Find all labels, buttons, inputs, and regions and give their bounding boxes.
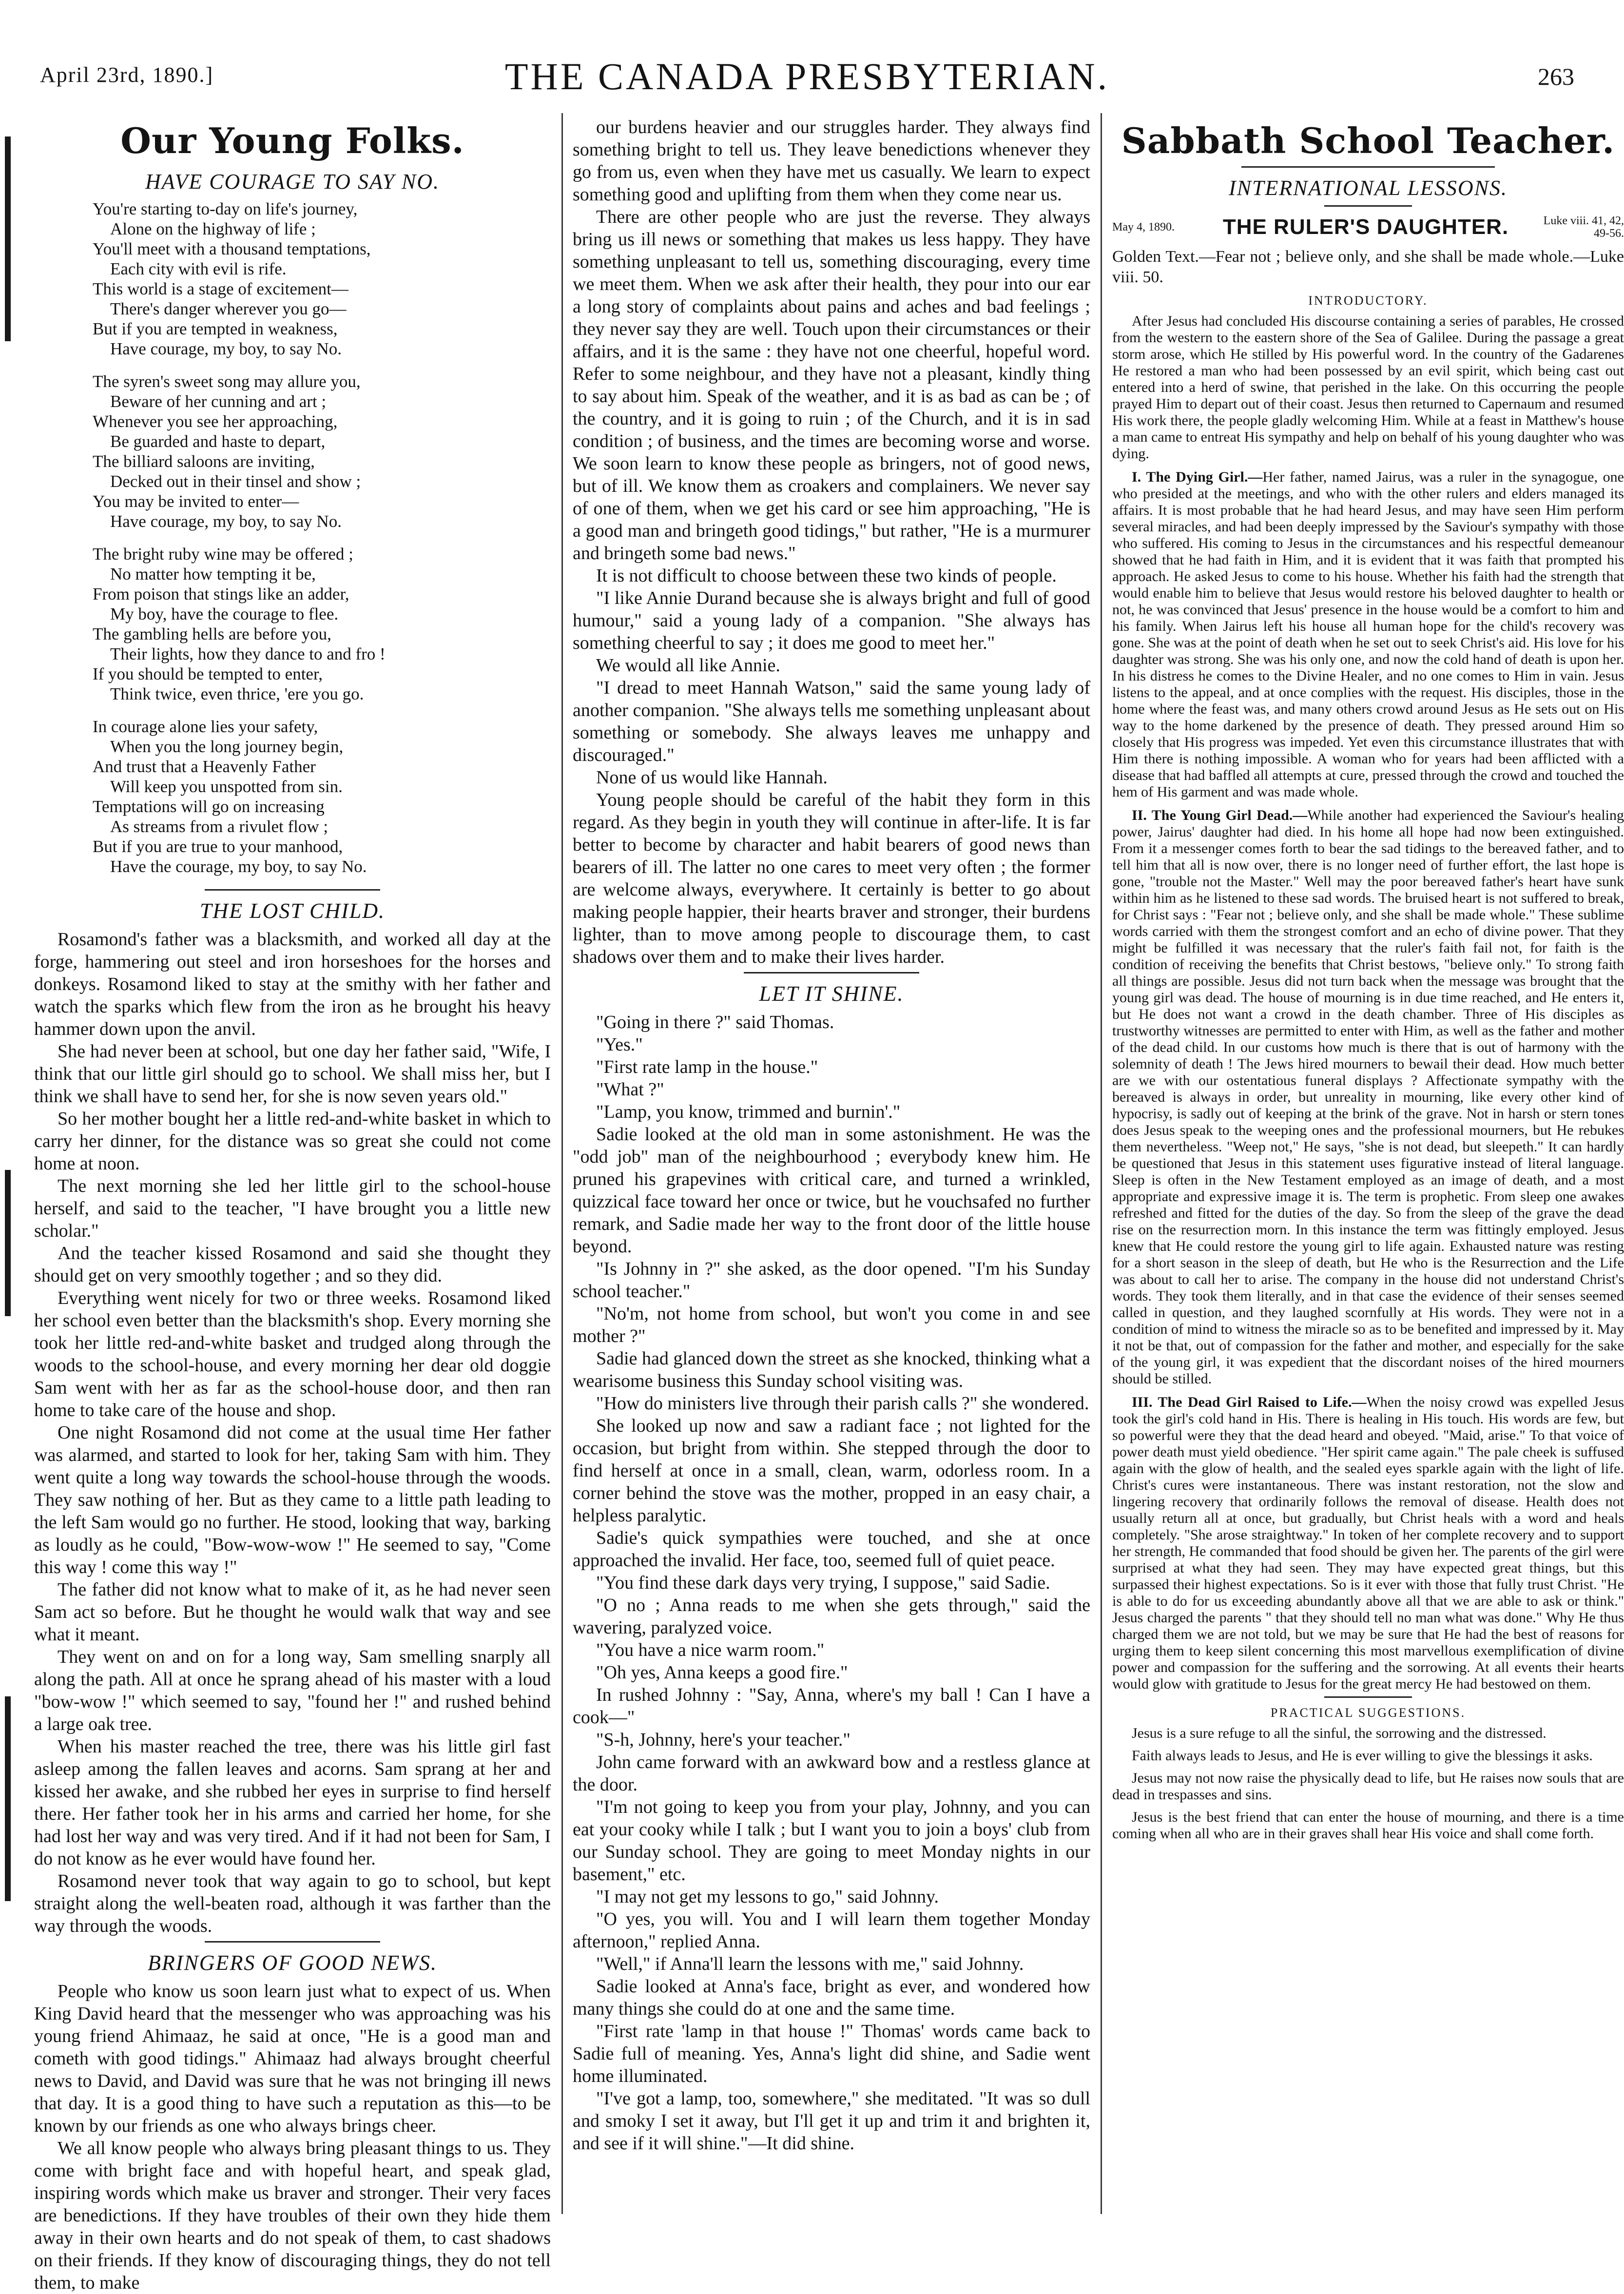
poem-line: No matter how tempting it be, bbox=[110, 564, 316, 583]
poem-line: Have the courage, my boy, to say No. bbox=[110, 857, 367, 876]
lesson-sections bbox=[1112, 469, 1624, 1692]
poem-line: But if you are tempted in weakness, bbox=[93, 319, 338, 338]
paragraph: Rosamond's father was a blacksmith, and worked all day at the forge, hammering out steel and iron horseshoes for the horses and donkeys. Rosamond liked to stay at the smithy with her father and watch the sparks which flew from the iron as he brought his heavy hammer down upon the anvil. bbox=[34, 929, 551, 1039]
story-title-let-it-shine: LET IT SHINE. bbox=[759, 982, 904, 1006]
paragraph: Jesus is a sure refuge to all the sinful, the sorrowing and the distressed. bbox=[1132, 1725, 1547, 1741]
paragraph: "Oh yes, Anna keeps a good fire." bbox=[596, 1662, 848, 1683]
poem-stanza bbox=[93, 717, 551, 876]
paragraph: Sadie looked at the old man in some astonishment. He was the "odd job" man of the neighbourhood ; everybody knew him. He pruned his grapevines with critical care, and turned a wrinkled, quizzical face toward her once or twice, but he vouchsafed no further remark, and Sadie made her way to the front door of the little house beyond. bbox=[573, 1124, 1090, 1257]
paragraph: None of us would like Hannah. bbox=[596, 767, 828, 788]
paragraph: And the teacher kissed Rosamond and said she thought they should get on very smoothly together ; and so they did. bbox=[34, 1243, 551, 1286]
paragraph: "What ?" bbox=[596, 1079, 664, 1100]
paragraph: When his master reached the tree, there was his little girl fast asleep among the fallen leaves and acorns. Sam sprang at her and kissed her awake, and she rubbed her eyes in surprise to find herself there. Her father took her in his arms and carried her home, for she had lost her way and was very tired. And if it had not been for Sam, I do not know as he ever would have found her. bbox=[34, 1736, 551, 1869]
column-our-young-folks bbox=[34, 116, 551, 2293]
lesson-reference: Luke viii. 41, 42, 49-56. bbox=[1543, 214, 1624, 240]
poem-stanza bbox=[93, 199, 551, 359]
paragraph: Sadie had glanced down the street as she knocked, thinking what a wearisome business this Sunday school visiting was. bbox=[573, 1348, 1090, 1391]
poem-line: From poison that stings like an adder, bbox=[93, 584, 349, 603]
paragraph: It is not difficult to choose between these two kinds of people. bbox=[596, 565, 1057, 586]
section-divider bbox=[1324, 205, 1412, 207]
section-divider bbox=[205, 1941, 380, 1943]
paragraph: The father did not know what to make of it, as he had never seen Sam act so before. But he thought he would walk that way and see what it meant. bbox=[34, 1579, 551, 1645]
poem-line: But if you are true to your manhood, bbox=[93, 837, 343, 856]
poem-title: HAVE COURAGE TO SAY NO. bbox=[145, 170, 440, 194]
section-divider bbox=[1241, 166, 1495, 168]
lesson-section-text: When the noisy crowd was expelled Jesus took the girl's cold hand in His. There is healing in His touch. His words are few, but so powerful were they that the dead heard and obeyed. "Maid, arise." To that voice of power death must yield obedience. "Her spirit came again." The pale cheek is suffused again with the glow of health, and the sealed eyes sparkle again with the light of life. Christ's cures were instantaneous. There was instant restoration, not the slow and lingering recovery that ordinarily follows the removal of disease. Health does not usually return all at once, but gradually, but Christ heals with a word and heals completely. "She arose straightway." In token of her complete recovery and to support her strength, He commanded that food should be given her. The parents of the girl were surprised at what they had seen. They may have expected great things, but this surpassed their highest expectations. So is it ever with those that fully trust Christ. "He is able to do for us exceeding abundantly above all that we are able to ask or think." Jesus charged the parents " that they should tell no man what was done." Why He thus charged them we are not told, but we may be sure that He had the best of reasons for urging them to keep silent concerning this most marvellous exemplification of divine power and compassion for the suffering and the sorrowing. At all events their hearts would glow with gratitude to Jesus for the great mercy He had bestowed on them. bbox=[1112, 1394, 1624, 1692]
poem-line: There's danger wherever you go— bbox=[110, 299, 347, 318]
lesson-section-text: Her father, named Jairus, was a ruler in the synagogue, one who presided at the meetings, and who with the other rulers and elders managed its affairs. It is most probable that he had heard Jesus, and may have seen Him perform several miracles, and had been deeply impressed by the Saviour's sympathy with those who suffered. His coming to Jesus in the circumstances and his respectful demeanour showed that he had faith in Him, and it is evident that it was faith that prompted his approach. He asked Jesus to come to his house. Whether his faith had the strength that would enable him to believe that Jesus would restore his beloved daughter to health or not, he was convinced that Jesus' presence in the house would be a comfort to him and his family. When Jairus left his house all human hope for the child's recovery was gone. She was at the point of death when he set out to seek Christ's aid. His love for his daughter was strong. She was his only one, and now the cold hand of death is upon her. In his distress he comes to the Divine Healer, and no one comes to Him in vain. Jesus listens to the appeal, and at once complies with the request. His disciples, those in the home where the feast was, and many others crowd around Jesus as He sets out on His way to the home darkened by the presence of death. They pressed around Him so closely that His progress was impeded. Yet even this circumstance illustrates that with Him there is nothing impossible. A woman who for years had been afflicted with a disease that had baffled all attempts at cure, pressed through the crowd and touched the hem of His garment and was made whole. bbox=[1112, 469, 1624, 800]
poem-line: You're starting to-day on life's journey, bbox=[93, 199, 358, 218]
paragraph: "How do ministers live through their parish calls ?" she wondered. bbox=[596, 1393, 1089, 1414]
paragraph: The next morning she led her little girl to the school-house herself, and said to the teacher, "I have brought you a little new scholar." bbox=[34, 1176, 551, 1241]
poem-line: In courage alone lies your safety, bbox=[93, 717, 318, 736]
paragraph: Sadie's quick sympathies were touched, and she at once approached the invalid. Her face, too, seemed full of quiet peace. bbox=[573, 1528, 1090, 1571]
introductory-text bbox=[1112, 313, 1624, 462]
lesson-section-title: I. The Dying Girl.— bbox=[1132, 469, 1263, 485]
paragraph: "Going in there ?" said Thomas. bbox=[596, 1012, 834, 1032]
practical-heading: PRACTICAL SUGGESTIONS. bbox=[1270, 1706, 1466, 1720]
paragraph: People who know us soon learn just what to expect of us. When King David heard that the messenger who was approaching was his young friend Ahimaaz, he said at once, "He is a good man and cometh with good tidings." Ahimaaz had always brought cheerful news to David, and David was sure that he was not bringing ill news that day. It is a good thing to have such a reputation as this—to be known by our friends as one who always brings cheer. bbox=[34, 1981, 551, 2136]
paragraph: "Yes." bbox=[596, 1034, 643, 1055]
lesson-title: THE RULER'S DAUGHTER. bbox=[1222, 215, 1509, 239]
lesson-section-title: II. The Young Girl Dead.— bbox=[1132, 807, 1308, 823]
golden-text: Golden Text.—Fear not ; believe only, and she shall be made whole.—Luke viii. 50. bbox=[1112, 248, 1624, 286]
poem-stanza bbox=[93, 371, 551, 531]
lesson-section bbox=[1112, 1394, 1624, 1692]
article-title-bringers: BRINGERS OF GOOD NEWS. bbox=[148, 1951, 437, 1975]
paragraph: "First rate 'lamp in that house !" Thomas' words came back to Sadie full of meaning. Yes, Anna's light did shine, and Sadie went home illuminated. bbox=[573, 2021, 1090, 2086]
practical-suggestions bbox=[1112, 1725, 1624, 1842]
paragraph: "S-h, Johnny, here's your teacher." bbox=[596, 1730, 851, 1750]
poem-line: Temptations will go on increasing bbox=[93, 797, 325, 816]
paragraph: "First rate lamp in the house." bbox=[596, 1057, 818, 1077]
section-heading-sabbath-school: Sabbath School Teacher. bbox=[1121, 120, 1615, 161]
section-divider bbox=[1324, 1696, 1412, 1698]
paragraph: "You have a nice warm room." bbox=[596, 1640, 825, 1660]
paragraph: our burdens heavier and our struggles harder. They always find something bright to tell us. They leave benedictions whenever they go from us, even when they have met us casually. We learn to expect something good and uplifting from them when they come near us. bbox=[573, 117, 1090, 205]
paragraph: "O no ; Anna reads to me when she gets through," said the wavering, paralyzed voice. bbox=[573, 1595, 1090, 1638]
paragraph: She had never been at school, but one day her father said, "Wife, I think that our little girl should go to school. We shall miss her, but I think we shall have to send her, for she is now seven years old." bbox=[34, 1041, 551, 1107]
lesson-section-title: III. The Dead Girl Raised to Life.— bbox=[1132, 1394, 1367, 1410]
section-heading-young-folks: Our Young Folks. bbox=[120, 120, 464, 161]
poem-stanza bbox=[93, 544, 551, 704]
margin-mark bbox=[5, 1170, 11, 1316]
paragraph: "O yes, you will. You and I will learn them together Monday afternoon," replied Anna. bbox=[573, 1909, 1090, 1952]
article-bringers-continued bbox=[573, 116, 1090, 968]
article-bringers-of-good-news bbox=[34, 1980, 551, 2294]
paragraph: "Is Johnny in ?" she asked, as the door opened. "I'm his Sunday school teacher." bbox=[573, 1259, 1090, 1302]
intro-heading: INTRODUCTORY. bbox=[1308, 293, 1428, 308]
page-header bbox=[0, 0, 1614, 112]
poem-line: The bright ruby wine may be offered ; bbox=[93, 544, 353, 564]
paragraph: "No'm, not home from school, but won't you come in and see mother ?" bbox=[573, 1303, 1090, 1346]
paragraph: One night Rosamond did not come at the usual time Her father was alarmed, and started to look for her, taking Sam with him. They went quite a long way towards the school-house through the woods. They saw nothing of her. But as they came to a little path leading to the left Sam would go no further. He stood, looking that way, barking as loudly as he could, "Bow-wow-wow !" He seemed to say, "Come this way ! come this way !" bbox=[34, 1422, 551, 1577]
paragraph: "Lamp, you know, trimmed and burnin'." bbox=[596, 1102, 901, 1122]
poem-line: When you the long journey begin, bbox=[110, 737, 344, 756]
poem-line: The billiard saloons are inviting, bbox=[93, 452, 315, 471]
poem-line: As streams from a rivulet flow ; bbox=[110, 817, 329, 836]
paragraph: She looked up now and saw a radiant face ; not lighted for the occasion, but bright from within. She stepped through the door to find herself at once in a small, clean, warm, odorless room. In a corner behind the stove was the mother, propped in an easy chair, a helpless paralytic. bbox=[573, 1416, 1090, 1526]
paragraph: Young people should be careful of the habit they form in this regard. As they begin in youth they will continue in after-life. It is far better to become by character and habit bearers of good news than bearers of ill. The latter no one cares to meet very often ; the former are welcome always, everywhere. It certainly is better to go about making people happier, their hearts braver and stronger, their burdens lighter, than to move among people to discourage them, to cast shadows over them and to make their lives harder. bbox=[573, 790, 1090, 967]
poem-line: The gambling hells are before you, bbox=[93, 624, 331, 643]
paragraph: "Well," if Anna'll learn the lessons with me," said Johnny. bbox=[596, 1954, 1024, 1974]
newspaper-title: THE CANADA PRESBYTERIAN. bbox=[504, 55, 1110, 97]
paragraph: We all know people who always bring pleasant things to us. They come with bright face and with hopeful heart, and speak glad, inspiring words which make us braver and stronger. Their very faces are benedictions. If they have troubles of their own they hide them away in their own hearts and do not speak of them, to cast shadows on their friends. If they know of discouraging things, they do not tell them, to make bbox=[34, 2138, 551, 2293]
story-let-it-shine bbox=[573, 1011, 1090, 2155]
poem-line: My boy, have the courage to flee. bbox=[110, 604, 339, 623]
poem-line: Whenever you see her approaching, bbox=[93, 412, 338, 431]
poem-line: Have courage, my boy, to say No. bbox=[110, 512, 342, 531]
paragraph: Jesus is the best friend that can enter the house of mourning, and there is a time coming when all who are in their graves shall hear His voice and shall come forth. bbox=[1112, 1809, 1624, 1842]
paragraph: "You find these dark days very trying, I suppose," said Sadie. bbox=[596, 1573, 1050, 1593]
paragraph: So her mother bought her a little red-and-white basket in which to carry her dinner, for the distance was so great she could not come home at noon. bbox=[34, 1108, 551, 1174]
paragraph: We would all like Annie. bbox=[596, 655, 780, 676]
poem-line: And trust that a Heavenly Father bbox=[93, 757, 316, 776]
lesson-section bbox=[1112, 469, 1624, 800]
poem-line: Think twice, even thrice, 'ere you go. bbox=[110, 684, 364, 703]
paragraph: There are other people who are just the reverse. They always bring us ill news or something that makes us less happy. They have something unpleasant to tell us, something discouraging, every time we meet them. When we ask after their health, they pour into our ear a long story of complaints about pains and aches and bad feelings ; they never say they are well. Touch upon their circumstances or their affairs, and it is the same : they have not one cheerful, hopeful word. Refer to some neighbour, and they have not a pleasant, kindly thing to say about him. Speak of the weather, and it is as bad as can be ; of the country, and it is going to ruin ; of the Church, and it is in sad condition ; of business, and the times are becoming worse and worse. We soon learn to know these people as bringers, not of good news, but of ill. We know them as croakers and complainers. We never say of one of them, when we get his card or see him approaching, "He is a good man and bringeth good tidings," but rather, "He is a murmurer and bringeth some bad news." bbox=[573, 207, 1090, 564]
section-divider bbox=[205, 889, 380, 891]
paragraph: Sadie looked at Anna's face, bright as ever, and wondered how many things she could do at one and the same time. bbox=[573, 1976, 1090, 2019]
paragraph: "I may not get my lessons to go," said Johnny. bbox=[596, 1886, 939, 1907]
margin-mark bbox=[5, 136, 11, 341]
paragraph: After Jesus had concluded His discourse containing a series of parables, He crossed from the western to the eastern shore of the Sea of Galilee. During the passage a great storm arose, which He stilled by His powerful word. In the country of the Gadarenes He restored a man who had been possessed by an evil spirit, which being cast out entered into a herd of swine, that perished in the lake. On this occurring the people prayed Him to depart out of their coast. Jesus then returned to Capernaum and resumed His work there, the people gladly welcoming Him. While at a feast in Matthew's house a man came to entreat His sympathy and help on behalf of his young daughter who was dying. bbox=[1112, 313, 1624, 462]
lesson-header bbox=[1112, 214, 1624, 240]
poem-line: Will keep you unspotted from sin. bbox=[110, 777, 343, 796]
column-rule bbox=[561, 113, 563, 2214]
paragraph: Rosamond never took that way again to go to school, but kept straight along the well-beaten road, although it was farther than the way through the woods. bbox=[34, 1871, 551, 1936]
paragraph: John came forward with an awkward bow and a restless glance at the door. bbox=[573, 1752, 1090, 1795]
lesson-section bbox=[1112, 807, 1624, 1387]
paragraph: "I'm not going to keep you from your play, Johnny, and you can eat your cooky while I talk ; but I want you to join a boys' club from our Sunday school. They are going to meet Monday nights in our basement," etc. bbox=[573, 1797, 1090, 1885]
column-sabbath-school bbox=[1112, 116, 1624, 2212]
poem-line: You may be invited to enter— bbox=[93, 492, 299, 511]
subheading-international-lessons: INTERNATIONAL LESSONS. bbox=[1228, 176, 1508, 200]
page-number: 263 bbox=[1538, 63, 1574, 90]
poem-line: If you should be tempted to enter, bbox=[93, 664, 323, 683]
issue-date: April 23rd, 1890.] bbox=[40, 63, 214, 87]
poem-line: Alone on the highway of life ; bbox=[110, 219, 316, 238]
paragraph: In rushed Johnny : "Say, Anna, where's my ball ! Can I have a cook—" bbox=[573, 1685, 1090, 1728]
poem-line: This world is a stage of excitement— bbox=[93, 279, 348, 298]
poem-line: Be guarded and haste to depart, bbox=[110, 432, 326, 451]
poem-line: Have courage, my boy, to say No. bbox=[110, 339, 342, 358]
poem-line: You'll meet with a thousand temptations, bbox=[93, 239, 371, 258]
paragraph: Faith always leads to Jesus, and He is ever willing to give the blessings it asks. bbox=[1132, 1748, 1593, 1764]
lesson-section-text: While another had experienced the Saviour's healing power, Jairus' daughter had died. In his home all hope had now been extinguished. From it a messenger comes forth to bear the sad tidings to the bereaved father, and to tell him that all is now over, there is no longer need of further effort, the last hope is gone, "trouble not the Master." Well may the poor bereaved father's heart have sunk within him as he listened to these sad words. The bruised heart is not suffered to break, for Christ says : "Fear not ; believe only, and she shall be made whole." These sublime words carried with them the strongest comfort and an echo of divine power. That they might be fulfilled it was necessary that the ruler's faith fail not, for faith is the condition of receiving the benefits that Christ bestows, "believe only." To strong faith all things are possible. Jesus did not turn back when the message was brought that the young girl was dead. The house of mourning is in due time reached, and He enters it, but He does not want a crowd in the death chamber. Three of His disciples as trustworthy witnesses are permitted to enter with Him, as well as the father and mother of the dead child. In our customs how much is there that is out of harmony with the solemnity of death ! The Jews hired mourners to bewail their dead. How much better are we with our ostentatious funeral displays ? Affectionate sympathy with the bereaved is always in order, but unreality in mourning, like every other kind of hypocrisy, is sadly out of keeping at the brink of the grave. Not in harsh or stern tones does Jesus speak to the weeping ones and the professional mourners, but He rebukes them nevertheless. "Weep not," He says, "she is not dead, but sleepeth." It can hardly be questioned that Jesus in this statement uses figurative instead of literal language. Sleep is often in the New Testament employed as an image of death, and a most appropriate and expressive image it is. The term is prophetic. From sleep one awakes refreshed and fitted for the duties of the day. So from the sleep of the grave the dead rise on the resurrection morn. In this instance the term was fittingly employed. Jesus knew that He could restore the young girl to life again. Exhausted nature was resting for a short season in the sleep of death, but He who is the Resurrection and the Life was about to call her to arise. The company in the house did not understand Christ's words. They took them literally, and in that case the evidence of their senses seemed called in question, and they laughed scornfully at His words. They were not in a condition of mind to witness the miracle so as to be benefited and impressed by it. May it not be that, out of compassion for the father and mother, and especially for the sake of the young girl, it was expedient that the discordant noises of the hired mourners should be stilled. bbox=[1112, 807, 1624, 1387]
poem-line: Beware of her cunning and art ; bbox=[110, 392, 327, 411]
column-middle bbox=[573, 116, 1090, 2212]
section-divider bbox=[744, 972, 919, 973]
poem-have-courage bbox=[34, 199, 551, 876]
paragraph: "I dread to meet Hannah Watson," said the same young lady of another companion. "She always tells me something unpleasant about something or somebody. She always leaves me unhappy and discouraged." bbox=[573, 678, 1090, 765]
paragraph: Everything went nicely for two or three weeks. Rosamond liked her school even better than the blacksmith's shop. Every morning she took her little red-and-white basket and trudged along through the woods to the school-house, and every morning her dear old doggie Sam went with her as far as the school-house door, and then ran home to take care of the house and shop. bbox=[34, 1288, 551, 1420]
story-title-lost-child: THE LOST CHILD. bbox=[199, 899, 386, 923]
story-lost-child bbox=[34, 928, 551, 1937]
paragraph: They went on and on for a long way, Sam smelling snarply all along the path. All at once he sprang ahead of his master with a loud "bow-wow !" which seemed to say, "found her !" and rushed behind a large oak tree. bbox=[34, 1647, 551, 1734]
lesson-date: May 4, 1890. bbox=[1112, 221, 1175, 233]
paragraph: "I like Annie Durand because she is always bright and full of good humour," said a young lady of a companion. "She always has something cheerful to say ; it does me good to meet her." bbox=[573, 588, 1090, 653]
column-rule bbox=[1101, 113, 1102, 2214]
poem-line: Each city with evil is rife. bbox=[110, 259, 287, 278]
paragraph: "I've got a lamp, too, somewhere," she meditated. "It was so dull and smoky I set it away, but I'll get it up and trim it and brighten it, and see if it will shine."—It did shine. bbox=[573, 2088, 1090, 2154]
poem-line: Decked out in their tinsel and show ; bbox=[110, 472, 361, 491]
poem-line: The syren's sweet song may allure you, bbox=[93, 372, 361, 391]
poem-line: Their lights, how they dance to and fro ! bbox=[110, 644, 386, 663]
paragraph: Jesus may not now raise the physically dead to life, but He raises now souls that are dead in trespasses and sins. bbox=[1112, 1770, 1624, 1803]
margin-mark bbox=[5, 1696, 11, 1901]
